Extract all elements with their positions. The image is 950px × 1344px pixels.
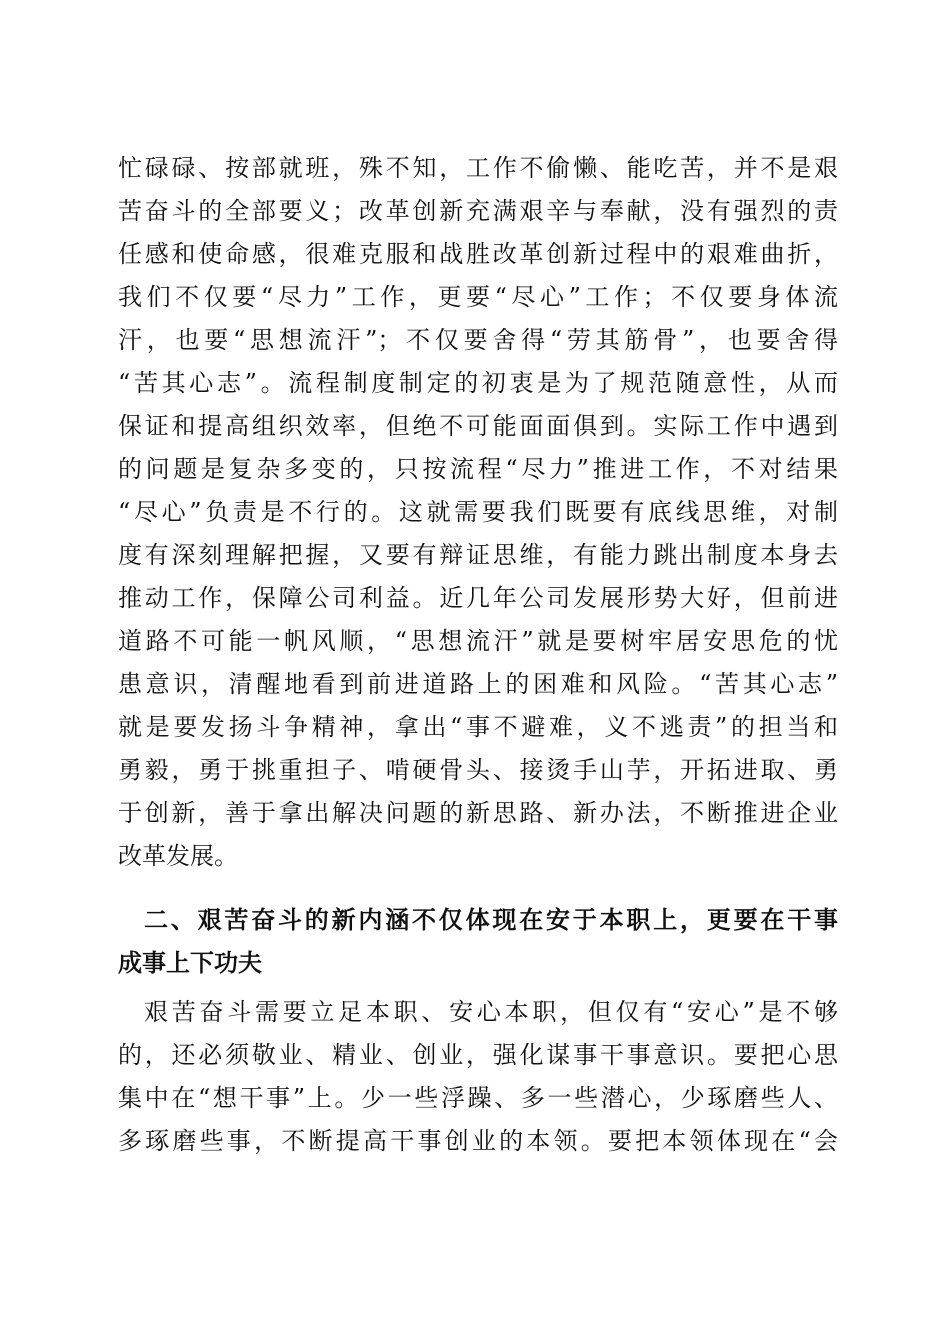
paragraph-line: 保证和提高组织效率，但绝不可能面面俱到。实际工作中遇到 (118, 412, 838, 440)
paragraph-line: 的，还必须敬业、精业、创业，强化谋事干事意识。要把心思 (118, 1041, 838, 1069)
heading-line: 成事上下功夫 (118, 949, 262, 977)
paragraph-line: 就是要发扬斗争精神，拿出“事不避难，义不逃责”的担当和 (118, 713, 838, 741)
paragraph-continuation (118, 147, 838, 878)
paragraph-line: 汗，也要“思想流汗”；不仅要舍得“劳其筋骨”，也要舍得 (118, 326, 838, 354)
paragraph-line: 艰苦奋斗需要立足本职、安心本职，但仅有“安心”是不够 (144, 998, 838, 1026)
paragraph-line: 我们不仅要“尽力”工作，更要“尽心”工作；不仅要身体流 (118, 283, 838, 311)
paragraph-line: 任感和使命感，很难克服和战胜改革创新过程中的艰难曲折， (118, 240, 838, 268)
paragraph-line: 推动工作，保障公司利益。近几年公司发展形势大好，但前进 (118, 584, 838, 612)
paragraph-line: 忙碌碌、按部就班，殊不知，工作不偷懒、能吃苦，并不是艰 (118, 154, 838, 182)
paragraph-line: 改革发展。 (118, 842, 238, 870)
paragraph-line: 于创新，善于拿出解决问题的新思路、新办法，不断推进企业 (118, 799, 838, 827)
paragraph-line: 苦奋斗的全部要义；改革创新充满艰辛与奉献，没有强烈的责 (118, 197, 838, 225)
paragraph-line: 的问题是复杂多变的，只按流程“尽力”推进工作，不对结果 (118, 455, 838, 483)
heading-line: 二、艰苦奋斗的新内涵不仅体现在安于本职上，更要在干事 (144, 906, 838, 934)
paragraph-line: “尽心”负责是不行的。这就需要我们既要有底线思维，对制 (118, 498, 838, 526)
paragraph-line: 集中在“想干事”上。少一些浮躁、多一些潜心，少琢磨些人、 (118, 1084, 838, 1112)
paragraph-section-two (118, 991, 838, 1163)
paragraph-line: “苦其心志”。流程制度制定的初衷是为了规范随意性，从而 (118, 369, 838, 397)
paragraph-line: 勇毅，勇于挑重担子、啃硬骨头、接烫手山芋，开拓进取、勇 (118, 756, 838, 784)
paragraph-line: 多琢磨些事，不断提高干事创业的本领。要把本领体现在“会 (118, 1127, 838, 1155)
section-heading (118, 899, 838, 985)
paragraph-line: 患意识，清醒地看到前进道路上的困难和风险。“苦其心志” (118, 670, 838, 698)
paragraph-line: 道路不可能一帆风顺，“思想流汗”就是要树牢居安思危的忧 (118, 627, 838, 655)
paragraph-line: 度有深刻理解把握，又要有辩证思维，有能力跳出制度本身去 (118, 541, 838, 569)
